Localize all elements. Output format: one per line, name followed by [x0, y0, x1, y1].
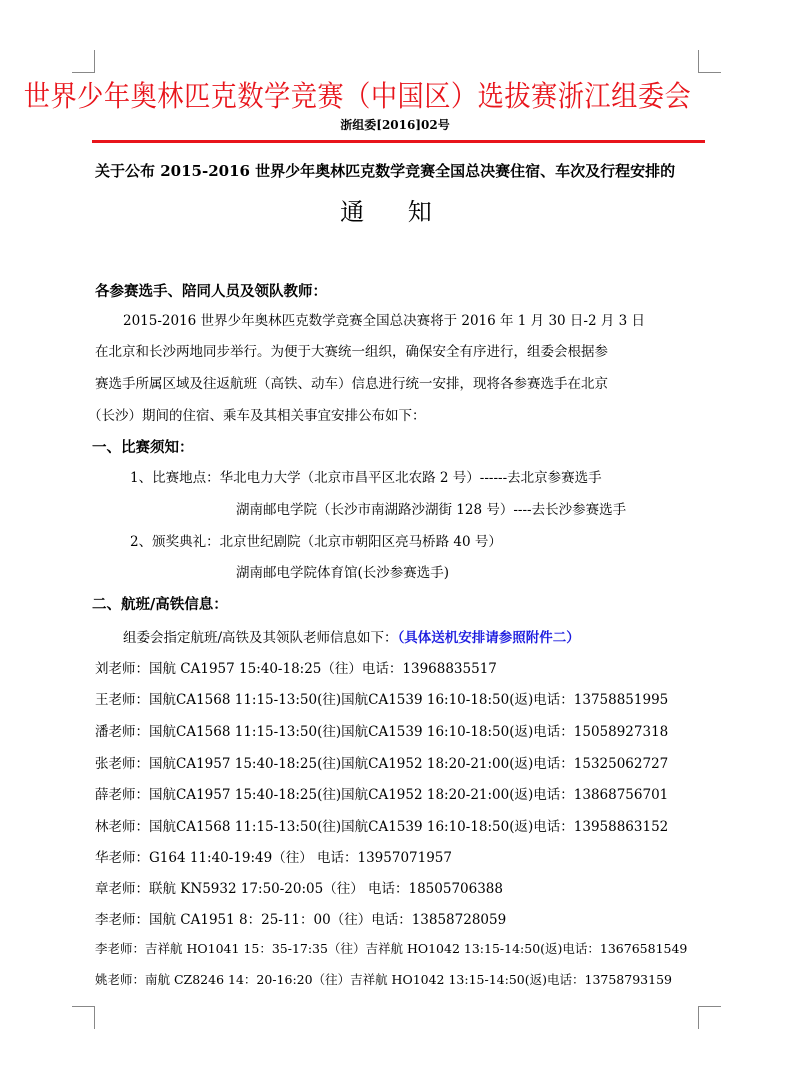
- teacher-row: 王老师：国航CA1568 11:15-13:50(往)国航CA1539 16:10-18:50(返)电话：13758851995: [95, 692, 669, 708]
- intro-line-3: 赛选手所属区域及往返航班（高铁、动车）信息进行统一安排，现将各参赛选手在北京: [95, 376, 608, 392]
- crop-mark-bottom-right: [698, 1006, 721, 1029]
- teacher-row: 潘老师：国航CA1568 11:15-13:50(往)国航CA1539 16:10-18:50(返)电话：15058927318: [95, 724, 669, 740]
- ceremony-beijing: 2、颁奖典礼：北京世纪剧院（北京市朝阳区亮马桥路 40 号）: [130, 534, 502, 550]
- greeting: 各参赛选手、陪同人员及领队教师：: [95, 283, 327, 300]
- venue-beijing: 1、比赛地点：华北电力大学（北京市昌平区北农路 2 号）------去北京参赛选手: [130, 470, 602, 486]
- letterhead-divider: [92, 140, 705, 143]
- crop-mark-top-right: [698, 50, 721, 73]
- letterhead-title: 世界少年奥林匹克数学竞赛（中国区）选拔赛浙江组委会: [23, 79, 692, 113]
- intro-line-4: （长沙）期间的住宿、乘车及其相关事宜安排公布如下：: [88, 408, 426, 424]
- document-number: 浙组委[2016]02号: [340, 118, 450, 132]
- teacher-row: 姚老师：南航 CZ8246 14：20-16:20（往）吉祥航 HO1042 13:15-14:50(返)电话：13758793159: [95, 972, 672, 987]
- crop-mark-top-left: [72, 50, 95, 73]
- teacher-row: 章老师：联航 KN5932 17:50-20:05（往） 电话：18505706388: [95, 881, 503, 897]
- teacher-row: 李老师：吉祥航 HO1041 15：35-17:35（往）吉祥航 HO1042 13:15-14:50(返)电话：13676581549: [95, 941, 688, 956]
- intro-line-1: 2015-2016 世界少年奥林匹克数学竞赛全国总决赛将于 2016 年 1 月 30 日-2 月 3 日: [123, 313, 646, 329]
- intro-line-2: 在北京和长沙两地同步举行。为便于大赛统一组织，确保安全有序进行，组委会根据参: [95, 344, 608, 360]
- section-heading-rules: 一、比赛须知：: [92, 439, 194, 456]
- teacher-row: 华老师：G164 11:40-19:49（往） 电话：13957071957: [95, 850, 452, 866]
- teacher-row: 薛老师：国航CA1957 15:40-18:25(往)国航CA1952 18:20-21:00(返)电话：13868756701: [95, 787, 669, 803]
- ceremony-changsha: 湖南邮电学院体育馆(长沙参赛选手): [236, 565, 450, 581]
- flights-intro-text: 组委会指定航班/高铁及其领队老师信息如下：: [123, 630, 398, 646]
- venue-changsha: 湖南邮电学院（长沙市南湖路沙湖街 128 号）----去长沙参赛选手: [236, 502, 627, 518]
- notice-heading: 通 知: [340, 198, 450, 226]
- flights-intro-note: （具体送机安排请参照附件二）: [397, 630, 580, 646]
- teacher-row: 林老师：国航CA1568 11:15-13:50(往)国航CA1539 16:10-18:50(返)电话：13958863152: [95, 819, 669, 835]
- flights-intro: [123, 626, 580, 646]
- section-heading-flights: 二、航班/高铁信息：: [92, 596, 228, 613]
- crop-mark-bottom-left: [72, 1006, 95, 1029]
- teacher-row: 李老师：国航 CA1951 8：25-11：00（往）电话：13858728059: [95, 912, 507, 928]
- notice-title: 关于公布 2015-2016 世界少年奥林匹克数学竞赛全国总决赛住宿、车次及行程安排的: [95, 162, 676, 180]
- teacher-row: 张老师：国航CA1957 15:40-18:25(往)国航CA1952 18:20-21:00(返)电话：15325062727: [95, 756, 669, 772]
- teacher-row: 刘老师：国航 CA1957 15:40-18:25（往）电话：13968835517: [95, 661, 497, 677]
